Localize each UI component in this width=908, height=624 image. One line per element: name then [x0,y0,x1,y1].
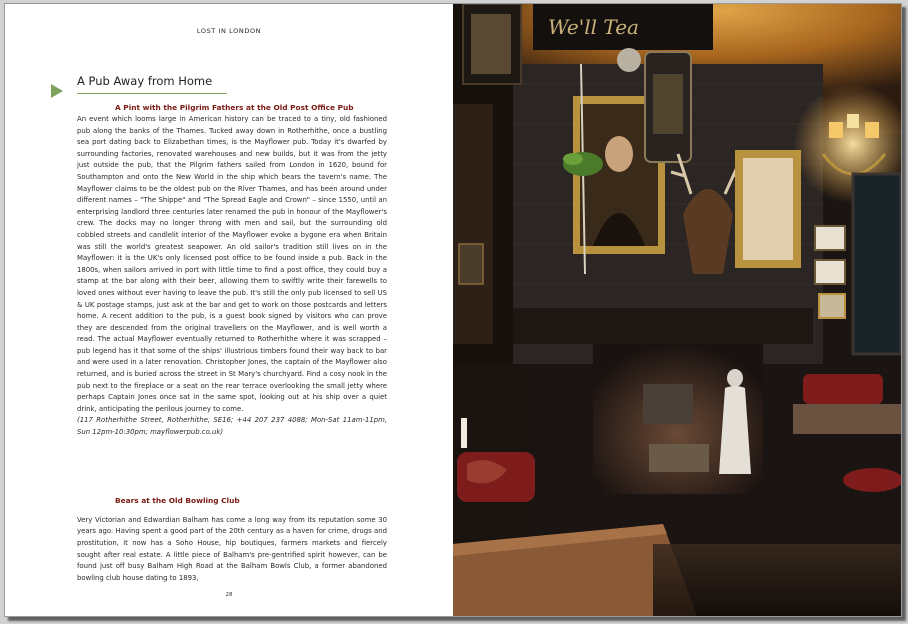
venue-address: (117 Rotherhithe Street, Rotherhithe, SE16; +44 207 237 4088; Mon-Sat 11am-11pm, Sun 12pm-10:30pm; mayflowerpub.co.uk) [77,416,387,437]
book-spread [4,3,902,617]
article-body-mayflower [77,114,387,439]
article-body-balham [77,508,387,591]
candle-icon [461,418,467,448]
mantel-beam [513,308,813,344]
svg-text:We'll Tea: We'll Tea [548,15,639,39]
gilt-frame-painting [735,150,801,268]
running-head: LOST IN LONDON [196,27,262,35]
triangle-arrow-icon [51,84,63,98]
chapter-title: A Pub Away from Home [77,74,213,88]
article-paragraph: Very Victorian and Edwardian Balham has come a long way from its reputation some 30 years ago. Having spent a good part of the 20th century as a haven for crime, drugs and prostitution, it now has a Soho House, hip boutiques, farmers markets and fiercely sought after real estate. A little piece of Balham's pre-gentrified spirit however, can be found just off busy Balham High Road at the Balham Bowls Club, a former abandoned bowling club house dating to 1893, [77,515,387,582]
pew-with-cushion [453,364,535,544]
pub-sign [533,4,713,50]
article-heading-mayflower: A Pint with the Pilgrim Fathers at the Old Post Office Pub [115,103,354,112]
page-number: 28 [225,592,233,598]
leaded-window [853,174,901,354]
wall-frame-small [459,244,483,284]
hanging-lantern-icon [463,4,521,84]
article-paragraph: An event which looms large in American history can be traced to a tiny, old fashioned pub along the banks of the Thames. Tucked away down in Rotherhithe, once a bustling sea port dating back to Elizabethan times, is the Mayflower pub. Today it's dwarfed by surrounding factories, renovated warehouses and new builds, but it was from the jetty just outside the pub, that the Pilgrim fathers sailed from London in 1620, bound for Southampton and onto the New World in the ship which bears the tavern's name. The Mayflower claims to be the oldest pub on the River Thames, and has been around under different names – "The Shippe" and "The Spread Eagle and Crown" – since 1550, until an enterprising landlord three centuries later renamed the pub in honour of the Mayflower's crew. The docks may no longer throng with men and sail, but the surrounding old cobbled streets and candlelit interior of the Mayflower evoke a bygone era when Britain was still the world's greatest seapower. An old sailor's tradition still lives on in the Mayflower: it is the UK's only licensed post office to be found inside a pub. Back in the 1800s, when sailors arrived in port with little time to find a post office, they could buy a stamp at the bar along with their beer, allowing them to swiftly write their farewells to loved ones without ever having to leave the pub. It's still the only pub licensed to sell US & UK postage stamps, just ask at the bar and get to work on those postcards and letters home. A recent addition to the pub, is a guest book signed by visitors who can prove they are descended from the original travellers on the Mayflower, and is well worth a read. The actual Mayflower eventually returned to Rotherhithe where it was scrapped – pub legend has it that some of the ships' illustrious timbers found their way back to bar and were used in a later renovation. Christopher Jones, the captain of the Mayflower also returned, and is buried across the street in St Mary's churchyard. Find a cosy nook in the pub next to the fireplace or a seat on the rear terrace overlooking the small jetty where perhaps Captain Jones once sat in the same spot, looking out at his ship over a quiet drink, anticipating the perilous journey to come. [77,115,387,413]
left-page [5,4,453,616]
title-underline [77,93,227,94]
right-page-photo [453,4,901,616]
pub-interior-photo [453,4,901,616]
article-heading-balham: Bears at the Old Bowling Club [115,496,240,505]
